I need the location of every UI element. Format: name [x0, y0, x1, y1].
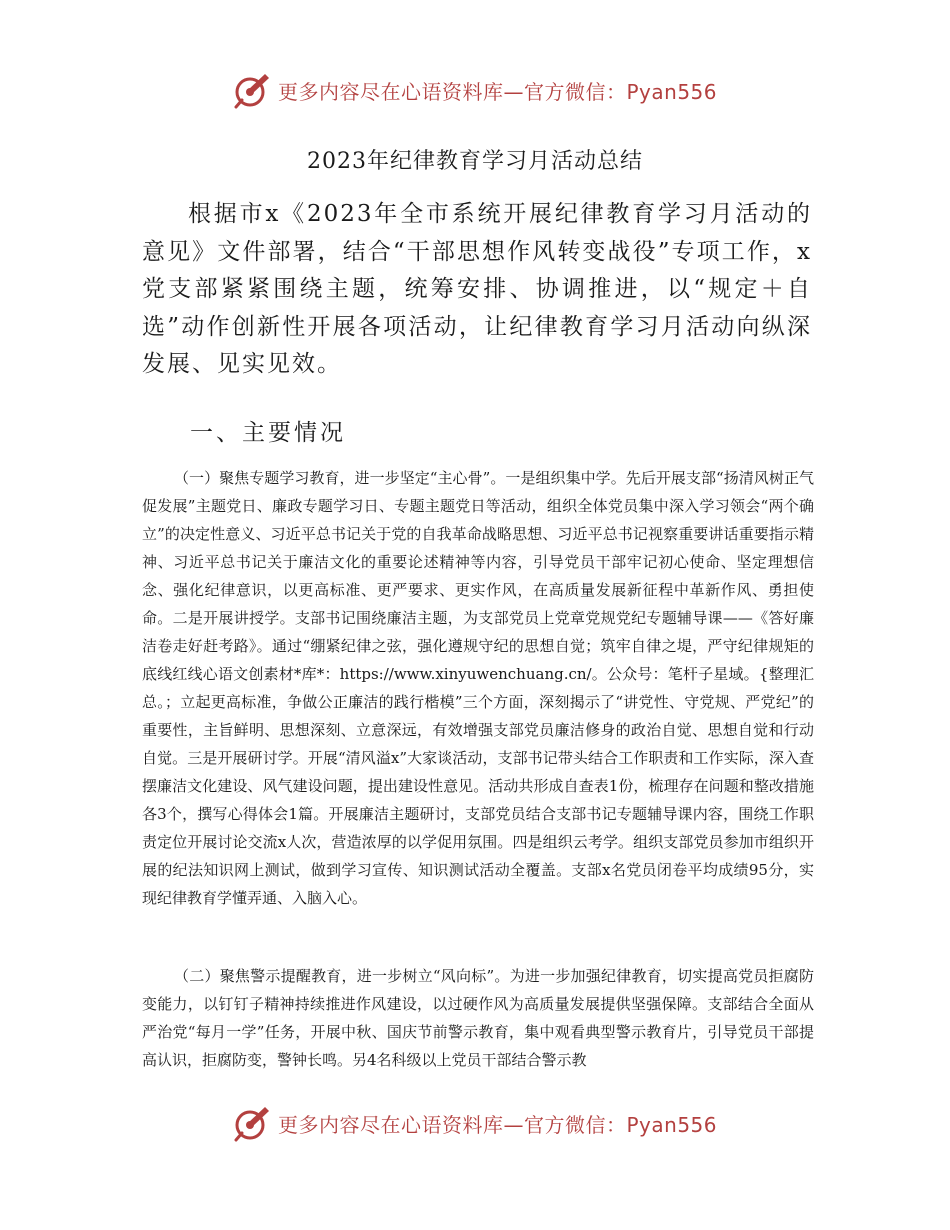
banner-text: 更多内容尽在心语资料库—官方微信：Pyan556	[278, 79, 718, 104]
pen-logo-icon	[232, 1103, 272, 1143]
header-banner	[232, 70, 732, 110]
banner-text: 更多内容尽在心语资料库—官方微信：Pyan556	[278, 1112, 718, 1137]
body-paragraph-2: （二）聚焦警示提醒教育，进一步树立“风向标”。为进一步加强纪律教育，切实提高党员拒腐防变能力，以钉钉子精神持续推进作风建设，以过硬作风为高质量发展提供坚强保障。支部结合全面从严治党“每月一学”任务，开展中秋、国庆节前警示教育，集中观看典型警示教育片，引导党员干部提高认识，拒腐防变，警钟长鸣。另4名科级以上党员干部结合警示教	[142, 967, 814, 1069]
document-title: 2023年纪律教育学习月活动总结	[307, 149, 643, 174]
section-heading: 一、主要情况	[190, 420, 346, 446]
footer-banner	[232, 1103, 732, 1143]
body-paragraph-1: （一）聚焦专题学习教育，进一步坚定“主心骨”。一是组织集中学。先后开展支部“扬清风树正气促发展”主题党日、廉政专题学习日、专题主题党日等活动，组织全体党员集中深入学习领会“两个确立”的决定性意义、习近平总书记关于党的自我革命战略思想、习近平总书记视察重要讲话重要指示精神、习近平总书记关于廉洁文化的重要论述精神等内容，引导党员干部牢记初心使命、坚定理想信念、强化纪律意识，以更高标准、更严要求、更实作风，在高质量发展新征程中革新作风、勇担使命。二是开展讲授学。支部书记围绕廉洁主题，为支部党员上党章党规党纪专题辅导课——《答好廉洁卷走好赶考路》。通过“绷紧纪律之弦，强化遵规守纪的思想自觉；筑牢自律之堤，严守纪律规矩的底线红线心语文创素材*库*：https://www.xinyuwenchuang.cn/。公众号：笔杆子星域。{整理汇总。；立起更高标准，争做公正廉洁的践行楷模”三个方面，深刻揭示了“讲党性、守党规、严党纪”的重要性，主旨鲜明、思想深刻、立意深远，有效增强支部党员廉洁修身的政治自觉、思想自觉和行动自觉。三是开展研讨学。开展“清风溢x”大家谈活动，支部书记带头结合工作职责和工作实际，深入查摆廉洁文化建设、风气建设问题，提出建设性意见。活动共形成自查表1份，梳理存在问题和整改措施各3个，撰写心得体会1篇。开展廉洁主题研讨，支部党员结合支部书记专题辅导课内容，围绕工作职责定位开展讨论交流x人次，营造浓厚的以学促用氛围。四是组织云考学。组织支部党员参加市组织开展的纪法知识网上测试，做到学习宣传、知识测试活动全覆盖。支部x名党员闭卷平均成绩95分，实现纪律教育学懂弄通、入脑入心。	[142, 469, 814, 907]
intro-paragraph: 根据市x《2023年全市系统开展纪律教育学习月活动的意见》文件部署，结合“干部思想作风转变战役”专项工作，x党支部紧紧围绕主题，统筹安排、协调推进，以“规定＋自选”动作创新性开展各项活动，让纪律教育学习月活动向纵深发展、见实见效。	[142, 201, 812, 377]
pen-logo-icon	[232, 70, 272, 110]
